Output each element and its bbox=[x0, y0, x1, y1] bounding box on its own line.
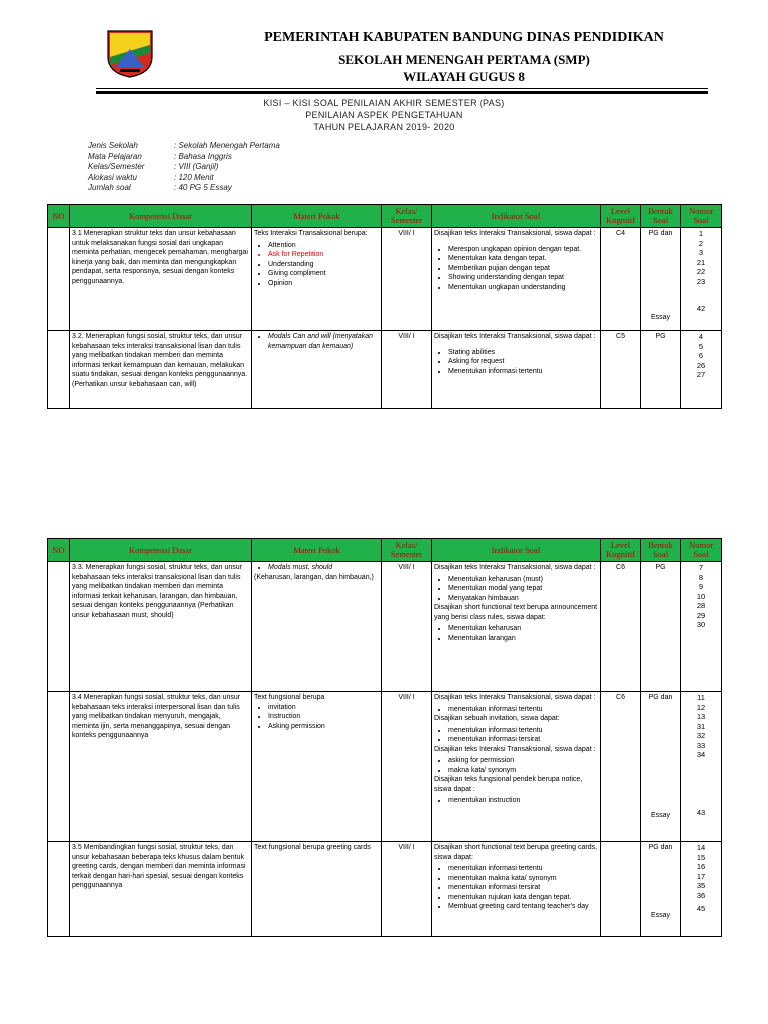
indikator-cell: Disajikan teks Interaksi Transaksional, siswa dapat : • Stating abilities • Asking for request • Menentukan informasi tertentu bbox=[432, 331, 601, 409]
header-rule-thin bbox=[96, 88, 708, 89]
indikator-cell: Disajikan teks Interaksi Transaksional, siswa dapat : • Menentukan keharusan (must) • Menentukan modal yang tepat • Menyatakan himbauan Disajikan short functional text berupa announcement yang berisi class rules, siswa dapat: • Menentukan keharusan • Menentukan larangan bbox=[432, 562, 601, 692]
col-indikator: Indikator Soal bbox=[432, 205, 601, 228]
col-materi: Materi Pokok bbox=[252, 205, 382, 228]
indikator-cell: Disajikan teks Interaksi Transaksional, siswa dapat : • Merespon ungkapan opinion dengan tepat. • Menentukan kata dengan tepat. • Memberikan pujian dengan tepat • Showing understanding dengan tepat • Menentukan ungkapan understanding bbox=[432, 228, 601, 331]
level-cell: C6 bbox=[601, 692, 641, 842]
kelas-cell: VIII/ I bbox=[382, 842, 432, 937]
level-cell: C6 bbox=[601, 562, 641, 692]
table-row bbox=[48, 692, 722, 842]
header-line-2: SEKOLAH MENENGAH PERTAMA (SMP) bbox=[338, 52, 590, 67]
kd-cell: 3.4 Menerapkan fungsi sosial, struktur teks, dan unsur kebahasaan teks interaksi interpersonal lisan dan tulis yang melibatkan tindakan menyuruh, mengajak, meminta ijin, serta menanggapinya, sesuai dengan konteks penggunaannya bbox=[70, 692, 252, 842]
col-no: NO bbox=[48, 205, 70, 228]
col-indikator: Indikator Soal bbox=[432, 539, 601, 562]
info-block bbox=[88, 141, 280, 194]
col-kelas: Kelas/ Semester bbox=[382, 539, 432, 562]
doc-subtitle: PENILAIAN ASPEK PENGETAHUAN bbox=[305, 110, 463, 120]
col-level: Level Kognitif bbox=[601, 539, 641, 562]
col-level: Level Kognitif bbox=[601, 205, 641, 228]
header-line-1: PEMERINTAH KABUPATEN BANDUNG DINAS PENDIDIKAN bbox=[264, 30, 664, 45]
level-cell: C4 bbox=[601, 228, 641, 331]
table-row bbox=[48, 228, 722, 331]
info-row: Jumlah soal : 40 PG 5 Essay bbox=[88, 183, 232, 192]
kd-cell: 3.1 Menerapkan struktur teks dan unsur kebahasaan untuk melaksanakan fungsi sosial dari ungkapan meminta perhatian, mengecek pemahaman, menghargai kinerja yang baik, dan meminta dan mengungkapkan pendapat, serta responsnya, sesuai dengan konteks penggunaannya. bbox=[70, 228, 252, 331]
kelas-cell: VIII/ I bbox=[382, 331, 432, 409]
bentuk-cell: PG dan Essay bbox=[641, 228, 681, 331]
info-row: Mata Pelajaran : Bahasa Inggris bbox=[88, 151, 232, 161]
col-nomor: Nomor Soal bbox=[681, 205, 722, 228]
nomor-cell: 7 8 9 10 28 29 30 bbox=[681, 562, 722, 692]
level-cell bbox=[601, 842, 641, 937]
col-bentuk: Bentuk Soal bbox=[641, 205, 681, 228]
bentuk-cell: PG bbox=[641, 331, 681, 409]
info-row: Kelas/Semester : VIII (Ganjil) bbox=[88, 162, 219, 171]
nomor-cell: 14 15 16 17 35 36 45 bbox=[681, 842, 722, 937]
materi-cell: Teks Interaksi Transaksional berupa: • Attention • Ask for Repetition • Understanding • Giving compliment • Opinion bbox=[252, 228, 382, 331]
materi-cell: Text fungsional berupa greeting cards bbox=[252, 842, 382, 937]
table-row bbox=[48, 562, 722, 692]
kd-cell: 3.5 Membandingkan fungsi sosial, struktur teks, dan unsur kebahasaan beberapa teks khusus dalam bentuk greeting cards, dengan memberi dan meminta informasi terkait dengan hari-hari spesial, sesuai dengan konteks penggunaannya bbox=[70, 842, 252, 937]
kelas-cell: VIII/ I bbox=[382, 228, 432, 331]
kd-cell: 3.2. Menerapkan fungsi sosial, struktur teks, dan unsur kebahasaan teks interaksi transaksional lisan dan tulis yang melibatkan tindakan memberi dan meminta informasi terkait kemampuan dan kemauan, melakukan suatu tindakan, sesuai dengan konteks penggunaannya. (Perhatikan unsur kebahasaan can, will) bbox=[70, 331, 252, 409]
materi-cell: Text fungsional berupa • invitation • Instruction • Asking permission bbox=[252, 692, 382, 842]
kelas-cell: VIII/ I bbox=[382, 562, 432, 692]
kisi-table-2 bbox=[47, 538, 722, 937]
col-bentuk: Bentuk Soal bbox=[641, 539, 681, 562]
kelas-cell: VIII/ I bbox=[382, 692, 432, 842]
col-kelas: Kelas/ Semester bbox=[382, 205, 432, 228]
table-row bbox=[48, 842, 722, 937]
bentuk-cell: PG bbox=[641, 562, 681, 692]
nomor-cell: 1 2 3 21 22 23 42 bbox=[681, 228, 722, 331]
doc-year: TAHUN PELAJARAN 2019- 2020 bbox=[313, 122, 455, 132]
col-nomor: Nomor Soal bbox=[681, 539, 722, 562]
bentuk-cell: PG dan Essay bbox=[641, 842, 681, 937]
indikator-cell: Disajikan teks Interaksi Transaksional, siswa dapat : • menentukan informasi tertentu Disajikan sebuah invitation, siswa dapat: • menentukan informasi tertentu • menentukan informasi tersirat Disajikan teks Interaksi Transaksional, siswa dapat : • asking for permission • makna kata/ synonym Disajikan teks fungsional pendek berupa notice, siswa dapat : • menentukan instruction bbox=[432, 692, 601, 842]
col-materi: Materi Pokok bbox=[252, 539, 382, 562]
bentuk-cell: PG dan Essay bbox=[641, 692, 681, 842]
kisi-table-1 bbox=[47, 204, 722, 409]
doc-title: KISI – KISI SOAL PENILAIAN AKHIR SEMESTER (PAS) bbox=[263, 98, 505, 108]
kd-cell: 3.3. Menerapkan fungsi sosial, struktur teks, dan unsur kebahasaan teks interaksi transaksional lisan dan tulis yang melibatkan tindakan memberi dan meminta informasi terkait keharusan, larangan, dan himbauan, sesuai dengan konteks penggunaannya (Perhatikan unsur kebahasaan must, should) bbox=[70, 562, 252, 692]
header-line-3: WILAYAH GUGUS 8 bbox=[403, 69, 525, 84]
header-rule-thick bbox=[96, 91, 708, 94]
nomor-cell: 4 5 6 26 27 bbox=[681, 331, 722, 409]
indikator-cell: Disajikan short functional text berupa greeting cards, siswa dapat: • menentukan informasi tertentu • menentukan makna kata/ synonym • menentukan informasi tersirat • menentukan rujukan kata dengan tepat. • Membuat greeting card tentang teacher's day bbox=[432, 842, 601, 937]
info-row: Alokasi waktu : 120 Menit bbox=[88, 172, 214, 182]
col-kd: Kompetensi Dasar bbox=[70, 539, 252, 562]
nomor-cell: 11 12 13 31 32 33 34 43 bbox=[681, 692, 722, 842]
table-row bbox=[48, 331, 722, 409]
col-no: NO bbox=[48, 539, 70, 562]
col-kd: Kompetensi Dasar bbox=[70, 205, 252, 228]
level-cell: C5 bbox=[601, 331, 641, 409]
kabupaten-bandung-logo bbox=[104, 27, 156, 79]
materi-cell: • Modals must, should (Keharusan, larangan, dan himbauan,) bbox=[252, 562, 382, 692]
info-row: Jenis Sekolah : Sekolah Menengah Pertama bbox=[88, 141, 280, 150]
materi-cell: • Modals Can and will (menyatakan kemampuan dan kemauan) bbox=[252, 331, 382, 409]
